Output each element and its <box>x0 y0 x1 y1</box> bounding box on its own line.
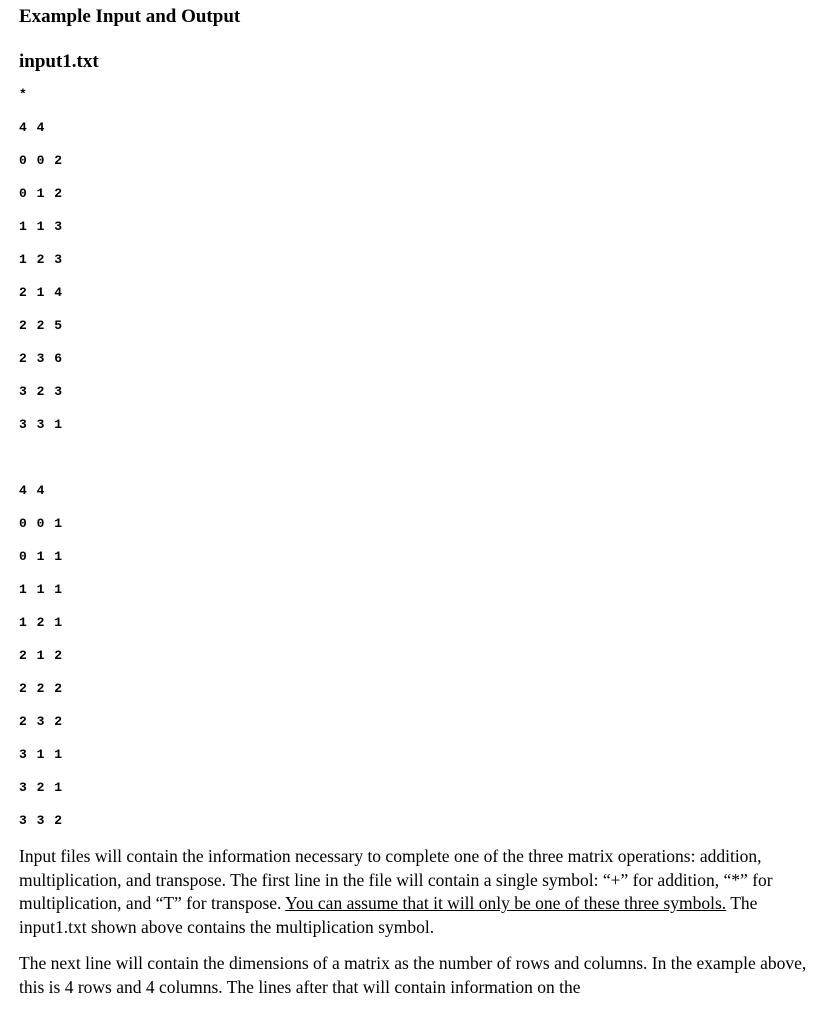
paragraph-text: The input1.txt shown above contains the multiplication symbol. <box>19 893 758 937</box>
file-name-heading: input1.txt <box>19 51 99 72</box>
input-format-paragraph <box>19 845 809 939</box>
underlined-assumption: You can assume that it will only be one of these three symbols. <box>285 893 727 913</box>
file-line: 3 2 3 <box>19 384 64 399</box>
file-line: 0 0 1 <box>19 516 64 531</box>
file-line: 1 2 3 <box>19 252 64 267</box>
paragraph-text: Input files will contain the information necessary to complete one of the three matrix operations: addition, multiplication, and transpose. The first line in the file will contain a single symbol: “+” for addition, “*” for multiplication, and “T” for transpose. <box>19 846 773 913</box>
file-line: 1 1 1 <box>19 582 64 597</box>
file-line: 1 1 3 <box>19 219 64 234</box>
file-line: 3 1 1 <box>19 747 64 762</box>
document-title: Example Input and Output <box>19 6 241 27</box>
file-line: 2 2 5 <box>19 318 64 333</box>
file-line: 2 1 2 <box>19 648 64 663</box>
file-line: 2 3 6 <box>19 351 64 366</box>
file-line: 4 4 <box>19 483 46 498</box>
file-line: 0 1 1 <box>19 549 64 564</box>
file-line: 2 2 2 <box>19 681 64 696</box>
file-line: * <box>19 87 28 102</box>
file-line: 3 2 1 <box>19 780 64 795</box>
dimensions-paragraph: The next line will contain the dimensions of a matrix as the number of rows and columns. In the example above, this is 4 rows and 4 columns. The lines after that will contain information on the <box>19 953 807 997</box>
file-line: 2 1 4 <box>19 285 64 300</box>
file-line: 0 0 2 <box>19 153 64 168</box>
file-line: 0 1 2 <box>19 186 64 201</box>
file-line: 4 4 <box>19 120 46 135</box>
file-line: 3 3 1 <box>19 417 64 432</box>
file-line: 1 2 1 <box>19 615 64 630</box>
file-line: 2 3 2 <box>19 714 64 729</box>
file-line: 3 3 2 <box>19 813 64 828</box>
